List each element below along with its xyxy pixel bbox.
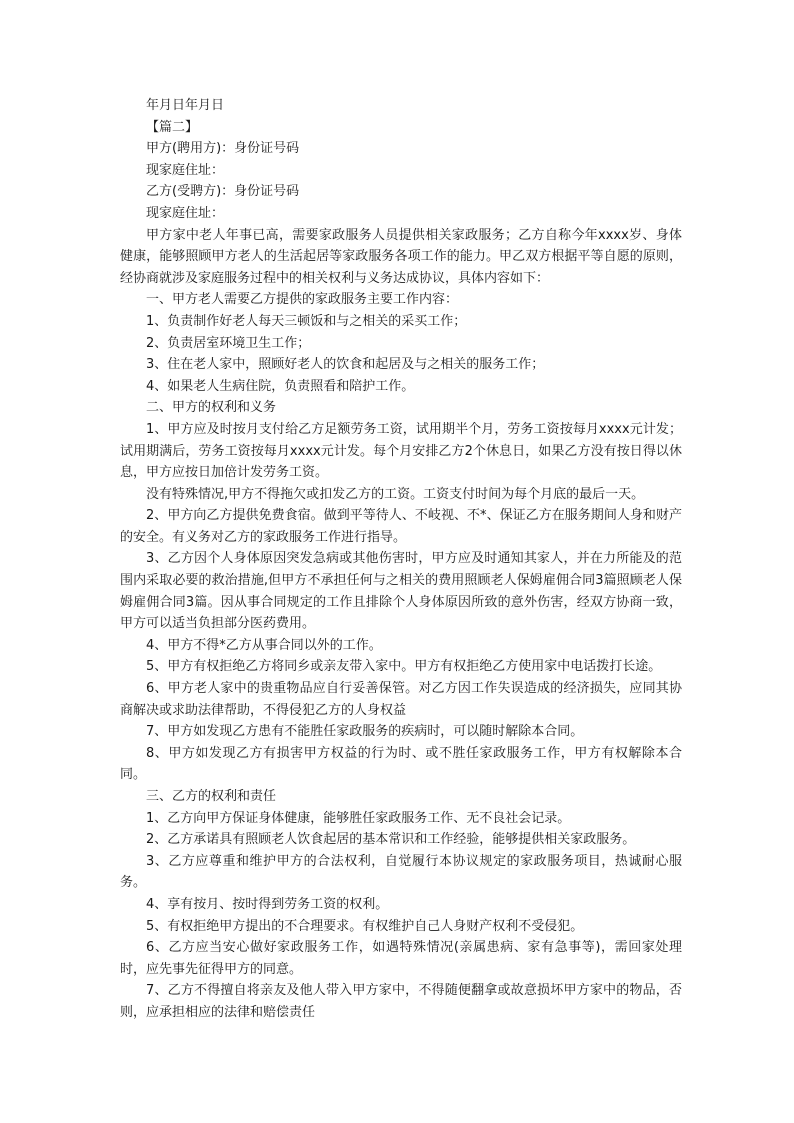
- paragraph: 【篇二】: [146, 119, 199, 135]
- paragraph: 4、甲方不得*乙方从事合同以外的工作。: [146, 637, 382, 653]
- paragraph: 一、甲方老人需要乙方提供的家政服务主要工作内容：: [146, 292, 459, 308]
- paragraph: 1、甲方应及时按月支付给乙方足额劳务工资，试用期半个月，劳务工资按每月xxxx元计发；试用期满后，劳务工资按每月xxxx元计发。每个月安排乙方2个休息日，如果乙方没有按日得以休息，甲方应按日加倍计发劳务工资。: [120, 421, 682, 481]
- paragraph: 甲方家中老人年事已高，需要家政服务人员提供相关家政服务；乙方自称今年xxxx岁、身体健康，能够照顾甲方老人的生活起居等家政服务各项工作的能力。甲乙双方根据平等自愿的原则，经协商就涉及家庭服务过程中的相关权利与义务达成协议，具体内容如下：: [120, 227, 682, 286]
- paragraph: 二、甲方的权利和义务: [146, 400, 277, 416]
- paragraph: 现家庭住址：: [146, 162, 225, 178]
- paragraph: 8、甲方如发现乙方有损害甲方权益的行为时、或不胜任家政服务工作，甲方有权解除本合同。: [120, 745, 682, 783]
- document-body: [120, 95, 682, 1024]
- paragraph: 没有特殊情况,甲方不得拖欠或扣发乙方的工资。工资支付时间为每个月底的最后一天。: [146, 486, 645, 502]
- paragraph: 甲方(聘用方)：身份证号码: [146, 141, 300, 157]
- paragraph: 1、乙方向甲方保证身体健康，能够胜任家政服务工作、无不良社会记录。: [146, 810, 571, 826]
- paragraph: 2、乙方承诺具有照顾老人饮食起居的基本常识和工作经验，能够提供相关家政服务。: [146, 832, 636, 848]
- paragraph: 7、甲方如发现乙方患有不能胜任家政服务的疾病时，可以随时解除本合同。: [146, 724, 584, 740]
- paragraph: 年月日年月日: [146, 98, 225, 113]
- paragraph: 2、负责居室环境卫生工作；: [146, 335, 311, 351]
- paragraph: 3、乙方因个人身体原因突发急病或其他伤害时，甲方应及时通知其家人，并在力所能及的范围内采取必要的救治措施,但甲方不承担任何与之相关的费用照顾老人保姆雇佣合同3篇照顾老人保姆雇佣合同3篇。因从事合同规定的工作且排除个人身体原因所致的意外伤害，经双方协商一致，甲方可以适当负担部分医药费用。: [120, 551, 682, 632]
- paragraph: 4、享有按月、按时得到劳务工资的权利。: [146, 896, 389, 912]
- paragraph: 1、负责制作好老人每天三顿饭和与之相关的采买工作；: [146, 313, 467, 329]
- paragraph: 6、乙方应当安心做好家政服务工作，如遇特殊情况(亲属患病、家有急事等)，需回家处理时，应先事先征得甲方的同意。: [120, 940, 682, 977]
- paragraph: 6、甲方老人家中的贵重物品应自行妥善保管。对乙方因工作失误造成的经济损失，应同其协商解决或求助法律帮助，不得侵犯乙方的人身权益: [120, 681, 682, 718]
- paragraph: 2、甲方向乙方提供免费食宿。做到平等待人、不岐视、不*、保证乙方在服务期间人身和财产的安全。有义务对乙方的家政服务工作进行指导。: [120, 508, 682, 545]
- paragraph: 7、乙方不得擅自将亲友及他人带入甲方家中，不得随便翻拿或故意损坏甲方家中的物品，否则，应承担相应的法律和赔偿责任: [120, 983, 682, 1020]
- paragraph: 现家庭住址：: [146, 205, 225, 221]
- paragraph: 3、住在老人家中，照顾好老人的饮食和起居及与之相关的服务工作；: [146, 357, 545, 373]
- paragraph: 3、乙方应尊重和维护甲方的合法权利，自觉履行本协议规定的家政服务项目，热诚耐心服务。: [120, 853, 682, 891]
- paragraph: 三、乙方的权利和责任: [146, 789, 277, 804]
- paragraph: 5、甲方有权拒绝乙方将同乡或亲友带入家中。甲方有权拒绝乙方使用家中电话拨打长途。: [146, 659, 662, 675]
- paragraph: 4、如果老人生病住院，负责照看和陪护工作。: [146, 378, 415, 394]
- paragraph: 乙方(受聘方)：身份证号码: [146, 184, 300, 200]
- paragraph: 5、有权拒绝甲方提出的不合理要求。有权维护自己人身财产权利不受侵犯。: [146, 918, 584, 934]
